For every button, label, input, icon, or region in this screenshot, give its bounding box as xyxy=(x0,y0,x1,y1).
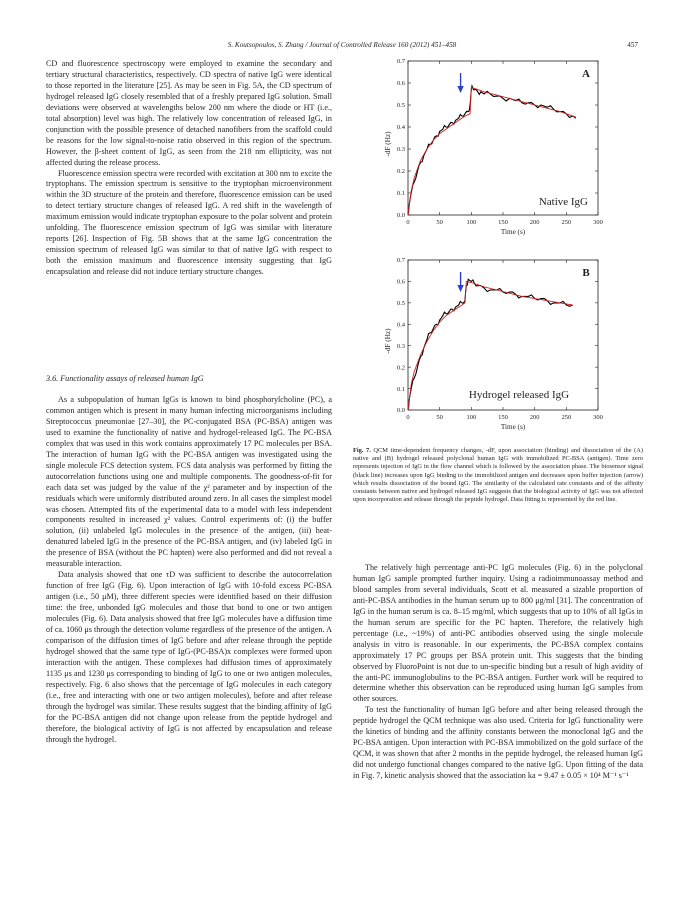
y-tick-label: 0.7 xyxy=(396,257,405,265)
y-tick-label: 0.5 xyxy=(396,102,405,110)
y-tick-label: 0.5 xyxy=(396,300,405,308)
left-column-bottom xyxy=(46,395,332,746)
plot-frame xyxy=(408,61,598,215)
x-tick-label: 100 xyxy=(466,414,477,421)
paragraph-diffusion-times: Data analysis showed that one τD was sufficient to describe the autocorrelation function of free IgG (Fig. 6). Upon interaction of IgG with 10-fold excess PC-BSA antigen (i.e., 50 μM), three different species were identified based on their diffusion time: the free, unbonded IgG molecules and those that bond to one or two antigen molecules (Fig. 6). Data analysis showed that free IgG molecules have a diffusion time of ca. 1060 μs through the detection volume regardless of the presence of the antigen. A comparison of the diffusion times of IgG before and after release through the peptide hydrogel showed that the same type of IgG-(PC-BSA)x complexes were formed upon interaction with the antigen. These complexes had diffusion times of approximately 1135 μs and 1230 μs corresponding to binding of IgG to one or two antigen molecules, respectively. Fig. 6 also shows that the percentage of IgG molecules in each category (i.e., free and interacting with one or two antigen molecules), before and after release through the hydrogel was similar. These results suggest that the binding affinity of IgG for the PC-BSA antigen did not change upon release from the peptide hydrogel and therefore, the biological activity of IgG is not affected by encapsulation and release through the hydrogel. xyxy=(46,570,332,744)
y-tick-label: 0.2 xyxy=(396,364,405,372)
y-tick-label: 0.1 xyxy=(396,385,405,393)
x-tick-label: 50 xyxy=(436,219,443,226)
y-tick-label: 0.0 xyxy=(396,212,405,220)
left-column-top xyxy=(46,59,332,278)
x-tick-label: 200 xyxy=(529,219,540,226)
panel-annotation: Native IgG xyxy=(538,196,588,208)
y-tick-label: 0.0 xyxy=(396,407,405,415)
y-tick-label: 0.7 xyxy=(396,58,405,66)
panel-letter: B xyxy=(582,267,590,279)
x-tick-label: 300 xyxy=(593,219,603,226)
paragraph-anti-pc: The relatively high percentage anti-PC IgG molecules (Fig. 6) in the polyclonal human IgG sample prompted further inquiry. Using a radioimmunoassay method and blood samples from several individuals, Scott et al. measured a sizable proportion of anti-PC-BSA antibodies in the human serum up to 800 μg/ml [31]. The concentration of IgG in the human serum is ca. 8–15 mg/ml, which suggests that up to 10% of all IgGs in the human serum are specific for the PC hapten. Therefore, the relatively high percentage (i.e., ~19%) of anti-PC antibodies observed using the single molecule analysis in vitro is reasonable. In our experiments, the PC-BSA complex contains approximately 17 PC groups per BSA protein unit. This suggests that the binding observed by FluoroPoint is not due to un-specific binding but a result of high avidity of the anti-PC immunoglobulins to the PC-BSA antigen. Further work will be required to determine whether this observation can be reproduced using human IgG samples from other sources. xyxy=(353,563,643,704)
x-tick-label: 250 xyxy=(561,414,572,421)
arrow-head xyxy=(457,285,463,292)
panel-letter: A xyxy=(582,68,590,80)
y-tick-label: 0.6 xyxy=(396,278,405,286)
plot-frame xyxy=(408,260,598,410)
paragraph-pc-antigen: As a subpopulation of human IgGs is known to bind phosphorylcholine (PC), a common antigen which is present in many human infecting microorganisms including Streptococcus pneumoniae [27–30], the PC-conjugated BSA (PC-BSA) antigen was used to examine the functionality of native and hydrogel-released IgG. The PC-BSA complex that was used in this work contains approximately 17 PC molecules per BSA. The interaction of human IgG with the PC-BSA antigen was investigated using the single molecule FCS detection system. FCS data analysis was performed by fitting the autocorrelation functions using one and multiple components. The goodness-of-fit for each data set was judged by the value of the χ² parameter and by inspection of the residuals which were uniformly distributed around zero. In all cases the simplest model was chosen. Attempted fits of the experimental data to a model with less independent components resulted in increased χ² values. Control experiments of: (i) the buffer solution, (ii) unlabeled IgG molecules in the presence of the antigen, (iii) heat-denatured labeled IgG in the presence of the PC-BSA antigen, and (iv) labeled IgG in the presence of BSA (without the PC hapten) were also performed and did not reveal a measurable interaction. xyxy=(46,395,332,569)
paragraph-cd-spectra: CD and fluorescence spectroscopy were employed to examine the secondary and tertiary structural characteristics, respectively. CD spectra of native IgG were identical to those reported in the literature [25]. As may be seen in Fig. 5A, the CD spectrum of hydrogel released IgG closely resembled that of a freshly prepared IgG solution. Small deviations were observed at wavelengths below 200 nm where the diode or HT (i.e., total absorption) level was high. The relatively low concentration of released IgG, in conjunction with the possible presence of detached nanofibers from the scaffold could be reasons for the low signal-to-noise ratio observed in this region of the spectrum. However, the β-sheet content of IgG, as seen from the 218 nm ellipticity, was not affected during the release process. xyxy=(46,59,332,167)
x-tick-label: 0 xyxy=(406,219,410,226)
x-tick-label: 50 xyxy=(436,414,443,421)
panel-b xyxy=(384,257,603,431)
caption-text: QCM time-dependent frequency changes, -dF, upon association (binding) and dissociation of the (A) native and (B) hydrogel released polyclonal human IgG with immobilized PC-BSA (antigen). Time zero represents injection of IgG in the flow channel which is followed by the association phase. The biosensor signal (black line) increases upon IgG binding to the immobilized antigen and decreases upon buffer injection (arrow) which results dissociation of the bound IgG. The similarity of the calculated rate constants and of the affinity constants between native and hydrogel released IgG suggests that the biological activity of IgG was not affected upon incorporation and release through the peptide hydrogel. Data fitting is represented by the red line. xyxy=(353,447,643,504)
figure-7 xyxy=(353,56,643,442)
x-axis-label: Time (s) xyxy=(500,423,526,431)
x-tick-label: 300 xyxy=(593,414,603,421)
figure-7-plots xyxy=(353,56,643,442)
page-number: 457 xyxy=(627,41,638,49)
paragraph-fluorescence: Fluorescence emission spectra were recorded with excitation at 300 nm to excite the tryptophans. The emission spectrum is sensitive to the tryptophan microenvironment within the 3D structure of the protein and therefore, fluorescence emission can be used to detect tertiary structure changes of released IgG. A red shift in the wavelength of maximum emission would indicate tryptophan exposure to the polar solvent and protein unfolding. The fluorescence emission spectrum of IgG was similar with literature reports [26]. Inspection of Fig. 5B shows that at the same IgG concentration the emission spectrum of released IgG was similar to that of native IgG with respect to both the emission maximum and fluorescence intensity suggesting that IgG encapsulation and release did not induce tertiary structure changes. xyxy=(46,168,332,277)
running-header xyxy=(46,41,638,53)
y-tick-label: 0.2 xyxy=(396,168,405,176)
caption-label: Fig. 7. xyxy=(353,447,371,454)
running-title: S. Koutsopoulos, S. Zhang / Journal of Controlled Release 160 (2012) 451–458 xyxy=(227,41,457,49)
x-tick-label: 100 xyxy=(466,219,477,226)
x-tick-label: 250 xyxy=(561,219,572,226)
paragraph-qcm-test: To test the functionality of human IgG before and after being released through the peptide hydrogel the QCM technique was also used. Criteria for IgG functionality were the kinetics of binding and the affinity constants between the monoclonal IgG and the PC-BSA antigen. Upon interaction with PC-BSA immobilized on the gold surface of the QCM, it was shown that after 2 months in the peptide hydrogel, the released human IgG did not undergo functional changes compared to the native IgG. Upon fitting of the data in Fig. 7, kinetic analysis showed that the association ka = 9.47 ± 0.05 × 10⁴ M⁻¹ s⁻¹ xyxy=(353,705,643,781)
y-tick-label: 0.1 xyxy=(396,190,405,198)
right-column-text xyxy=(353,563,643,782)
y-tick-label: 0.3 xyxy=(396,342,405,350)
panel-annotation: Hydrogel released IgG xyxy=(468,389,570,401)
y-axis-label: -dF (Hz) xyxy=(384,131,392,157)
y-tick-label: 0.6 xyxy=(396,80,405,88)
x-axis-label: Time (s) xyxy=(500,228,526,236)
arrow-head xyxy=(457,86,463,93)
x-tick-label: 150 xyxy=(498,219,508,226)
y-tick-label: 0.3 xyxy=(396,146,405,154)
y-tick-label: 0.4 xyxy=(396,124,405,132)
panel-a xyxy=(384,58,603,236)
y-tick-label: 0.4 xyxy=(396,321,405,329)
y-axis-label: -dF (Hz) xyxy=(384,328,392,354)
x-tick-label: 150 xyxy=(498,414,508,421)
x-tick-label: 0 xyxy=(406,414,410,421)
figure-caption xyxy=(353,447,643,504)
x-tick-label: 200 xyxy=(529,414,540,421)
section-heading-3-6: 3.6. Functionality assays of released human IgG xyxy=(46,374,204,383)
